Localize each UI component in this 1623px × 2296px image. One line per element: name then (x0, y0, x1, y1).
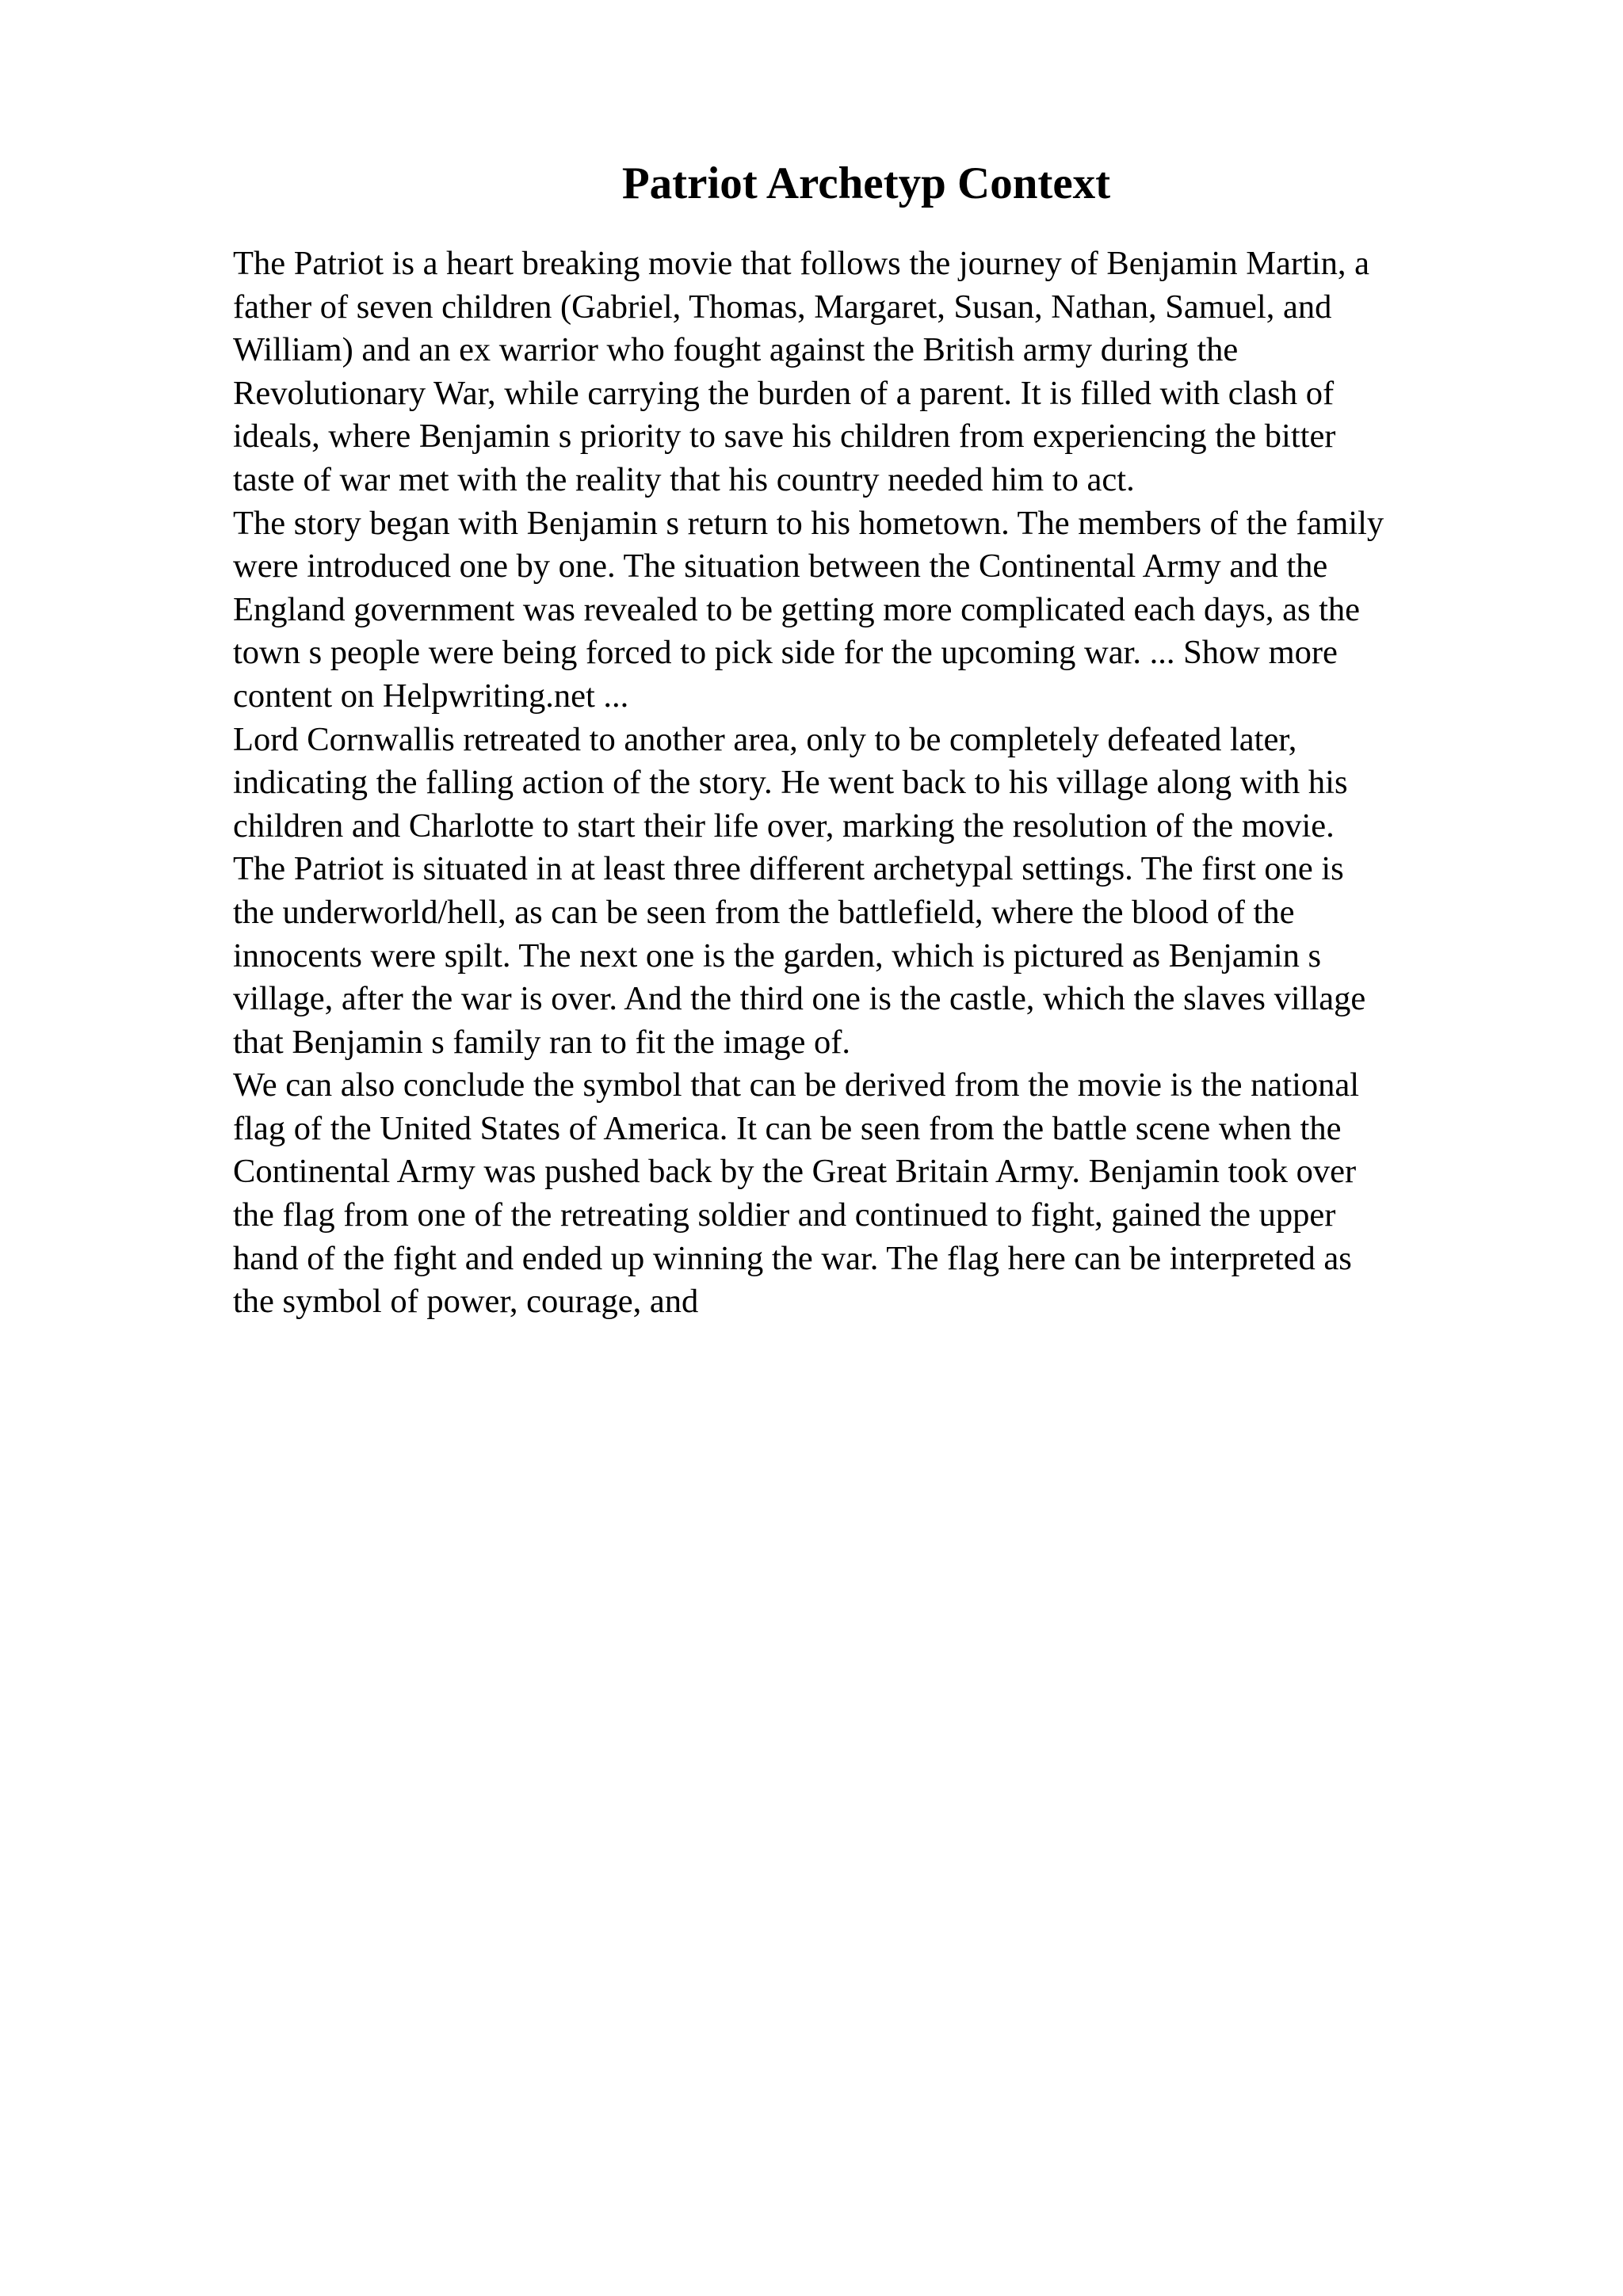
body-line: The Patriot is situated in at least three different archetypal settings. The first one is (233, 850, 1344, 888)
body-line: We can also conclude the symbol that can be derived from the movie is the national (233, 1066, 1360, 1104)
body-line: father of seven children (Gabriel, Thomas, Margaret, Susan, Nathan, Samuel, and (233, 288, 1332, 326)
body-line: The Patriot is a heart breaking movie that follows the journey of Benjamin Martin, a (233, 245, 1370, 282)
body-line: the flag from one of the retreating soldier and continued to fight, gained the upper (233, 1196, 1336, 1234)
body-line: that Benjamin s family ran to fit the image of. (233, 1023, 850, 1061)
body-line: innocents were spilt. The next one is the garden, which is pictured as Benjamin s (233, 936, 1322, 974)
body-line: Continental Army was pushed back by the Great Britain Army. Benjamin took over (233, 1153, 1357, 1191)
body-line: the underworld/hell, as can be seen from the battlefield, where the blood of the (233, 893, 1295, 931)
body-line: taste of war met with the reality that his country needed him to act. (233, 460, 1135, 498)
body-line: were introduced one by one. The situation between the Continental Army and the (233, 547, 1328, 585)
body-line: Lord Cornwallis retreated to another area, only to be completely defeated later, (233, 720, 1297, 758)
body-line: indicating the falling action of the story. He went back to his village along with his (233, 764, 1348, 802)
body-line: ideals, where Benjamin s priority to save his children from experiencing the bitter (233, 418, 1336, 456)
body-line: the symbol of power, courage, and (233, 1283, 699, 1321)
body-line: children and Charlotte to start their life over, marking the resolution of the movie. (233, 807, 1335, 845)
body-line: flag of the United States of America. It can be seen from the battle scene when the (233, 1109, 1342, 1147)
document-body (233, 242, 1517, 1324)
body-line: England government was revealed to be getting more complicated each days, as the (233, 590, 1361, 628)
body-line: village, after the war is over. And the third one is the castle, which the slaves village (233, 980, 1366, 1018)
body-line: hand of the fight and ended up winning the war. The flag here can be interpreted as (233, 1239, 1352, 1277)
body-line: The story began with Benjamin s return to his hometown. The members of the family (233, 504, 1384, 542)
body-line: content on Helpwriting.net ... (233, 677, 629, 715)
body-line: town s people were being forced to pick side for the upcoming war. ... Show more (233, 634, 1338, 672)
body-line: William) and an ex warrior who fought against the British army during the (233, 331, 1239, 369)
body-line: Revolutionary War, while carrying the burden of a parent. It is filled with clash of (233, 374, 1335, 412)
page-title: Patriot Archetyp Context (621, 158, 1111, 208)
